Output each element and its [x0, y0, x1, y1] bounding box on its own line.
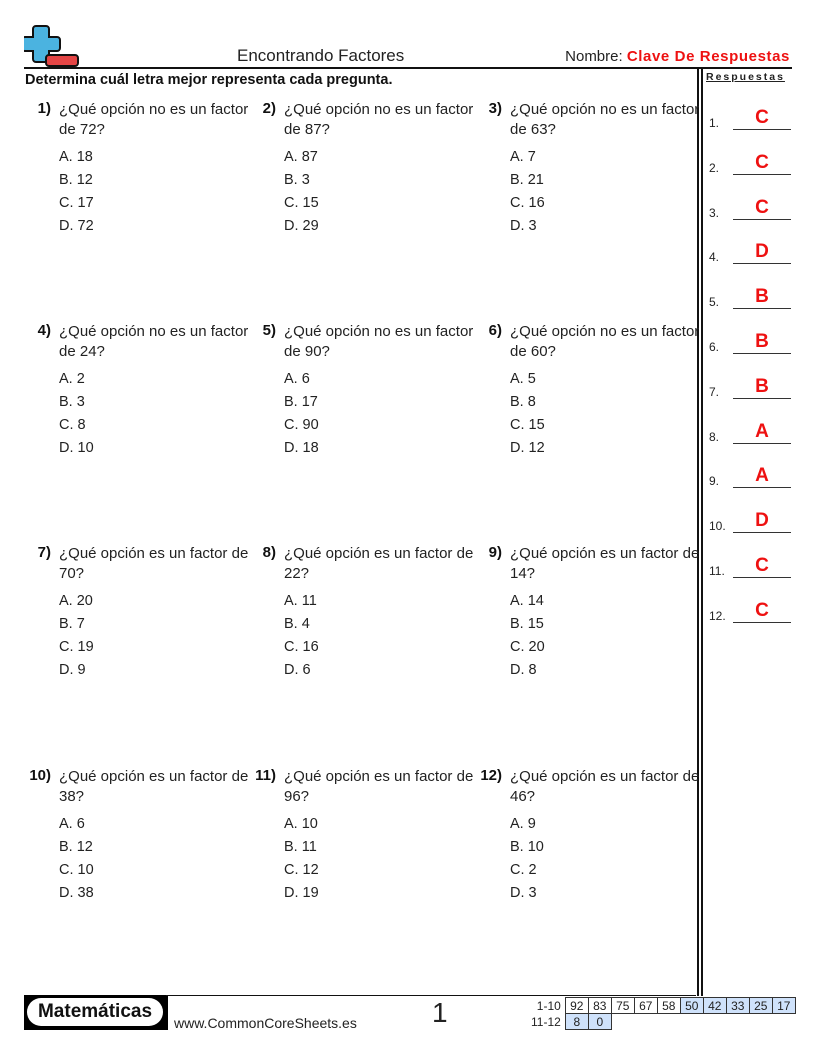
answer-number: 3. [709, 205, 720, 220]
answer-blank [733, 577, 791, 578]
brand-label: Matemáticas [27, 998, 163, 1026]
score-cell: 25 [749, 998, 772, 1014]
choice-list [510, 813, 544, 905]
score-cell: 92 [565, 998, 588, 1014]
choice-option: C. 8 [59, 417, 86, 433]
choice-option: C. 17 [59, 195, 94, 211]
choice-option: B. 10 [510, 839, 544, 855]
answer-blank [733, 219, 791, 220]
question-text: ¿Qué opción no es un factor de 24? [59, 323, 249, 360]
answer-blank [733, 263, 791, 264]
choice-list [284, 590, 319, 682]
instructions: Determina cuál letra mejor representa cada pregunta. [25, 72, 393, 88]
header-divider [24, 67, 792, 69]
choice-list [510, 590, 545, 682]
answer-number: 2. [709, 160, 720, 175]
question-number: 5) [262, 322, 276, 339]
choice-option: D. 19 [284, 885, 319, 901]
question-text: ¿Qué opción no es un factor de 72? [59, 101, 249, 138]
choice-option: A. 20 [59, 593, 93, 609]
answer-blank [733, 487, 791, 488]
answer-value: A [755, 420, 769, 442]
answer-number: 4. [709, 250, 720, 265]
choice-option: C. 16 [284, 639, 319, 655]
score-cell: 8 [565, 1014, 588, 1030]
choice-option: A. 7 [510, 149, 536, 165]
choice-option: A. 6 [59, 816, 85, 832]
question-number: 9) [488, 544, 502, 561]
answer-row [709, 324, 793, 354]
answer-blank [733, 622, 791, 623]
question-text: ¿Qué opción es un factor de 22? [284, 545, 474, 582]
answer-row [709, 414, 793, 444]
answer-row [709, 100, 793, 130]
question-number: 6) [488, 322, 502, 339]
choice-option: D. 3 [510, 885, 537, 901]
score-cell: 75 [611, 998, 634, 1014]
choice-option: A. 10 [284, 816, 318, 832]
question-text: ¿Qué opción es un factor de 38? [59, 768, 249, 805]
plus-minus-logo-icon [24, 24, 80, 68]
question-number: 8) [262, 544, 276, 561]
choice-option: C. 15 [284, 195, 319, 211]
answer-value: C [755, 555, 769, 576]
choice-list [284, 813, 319, 905]
question-number: 4) [37, 322, 51, 339]
answer-row [709, 548, 793, 578]
question-number: 10) [29, 767, 51, 784]
brand-badge [24, 995, 168, 1030]
choice-option: D. 9 [59, 662, 86, 678]
score-cell: 58 [657, 998, 680, 1014]
choice-list [59, 590, 94, 682]
answer-number: 5. [709, 295, 720, 310]
answer-blank [733, 398, 791, 399]
answer-value: C [755, 196, 769, 218]
answer-row [709, 593, 793, 623]
choice-option: B. 17 [284, 394, 318, 410]
site-url: www.CommonCoreSheets.es [174, 1015, 357, 1031]
choice-option: D. 12 [510, 440, 545, 456]
answer-number: 8. [709, 429, 720, 444]
worksheet-title: Encontrando Factores [237, 46, 405, 65]
choice-option: A. 2 [59, 371, 85, 387]
choice-option: C. 2 [510, 862, 537, 878]
answers-heading: Respuestas [706, 71, 785, 83]
choice-list [284, 146, 319, 238]
choice-option: D. 3 [510, 218, 537, 234]
answer-value: C [755, 599, 769, 621]
choice-option: B. 12 [59, 839, 93, 855]
choice-list [59, 813, 94, 905]
question-text: ¿Qué opción no es un factor de 90? [284, 323, 474, 360]
question-number: 7) [37, 544, 51, 561]
choice-option: B. 7 [59, 616, 85, 632]
answer-blank [733, 443, 791, 444]
score-cell: 83 [588, 998, 611, 1014]
answer-column-divider [701, 69, 703, 996]
answer-blank [733, 353, 791, 354]
score-table [528, 997, 796, 1030]
choice-option: B. 11 [284, 839, 317, 855]
choice-option: C. 12 [284, 862, 319, 878]
question-number: 3) [488, 100, 502, 117]
answer-number: 12. [709, 608, 726, 623]
question-number: 11) [255, 767, 276, 784]
answer-number: 7. [709, 384, 720, 399]
answer-blank [733, 174, 791, 175]
question-number: 2) [262, 100, 276, 117]
answer-column-divider [697, 69, 699, 996]
answer-value: B [755, 331, 769, 352]
answer-number: 1. [709, 116, 720, 130]
question-number: 1) [37, 100, 51, 117]
choice-list [59, 368, 94, 460]
answer-row [709, 190, 793, 220]
choice-option: D. 29 [284, 218, 319, 234]
choice-option: D. 38 [59, 885, 94, 901]
question-text: ¿Qué opción es un factor de 70? [59, 545, 249, 582]
answer-row [709, 369, 793, 399]
score-cell: 0 [588, 1014, 611, 1030]
choice-option: A. 87 [284, 149, 318, 165]
choice-option: B. 3 [59, 394, 85, 410]
choice-option: C. 19 [59, 639, 94, 655]
answer-value: D [755, 510, 769, 532]
question-text: ¿Qué opción es un factor de 96? [284, 768, 474, 805]
answer-value: B [755, 286, 769, 308]
choice-option: D. 6 [284, 662, 311, 678]
score-cell: 67 [634, 998, 657, 1014]
choice-option: A. 11 [284, 593, 317, 609]
answer-row [709, 458, 793, 488]
choice-list [284, 368, 319, 460]
name-field [565, 48, 790, 65]
question-text: ¿Qué opción no es un factor de 87? [284, 101, 474, 138]
choice-option: A. 18 [59, 149, 93, 165]
choice-list [510, 368, 545, 460]
name-label: Nombre: [565, 48, 623, 65]
choice-option: A. 5 [510, 371, 536, 387]
score-cell: 42 [703, 998, 726, 1014]
choice-option: B. 8 [510, 394, 536, 410]
choice-option: A. 14 [510, 593, 544, 609]
answer-value: A [755, 465, 769, 487]
choice-option: C. 16 [510, 195, 545, 211]
choice-list [510, 146, 545, 238]
choice-option: D. 8 [510, 662, 537, 678]
answer-value: C [755, 107, 769, 128]
choice-option: A. 6 [284, 371, 310, 387]
score-row [528, 1014, 795, 1030]
answer-value: B [755, 375, 769, 397]
choice-option: C. 15 [510, 417, 545, 433]
choice-option: D. 72 [59, 218, 94, 234]
score-range-label: 1-10 [536, 998, 561, 1013]
choice-option: C. 90 [284, 417, 319, 433]
name-value: Clave De Respuestas [626, 48, 790, 65]
answer-blank [733, 129, 791, 130]
answer-number: 10. [709, 519, 726, 534]
choice-option: D. 10 [59, 440, 94, 456]
choice-list [59, 146, 94, 238]
choice-option: D. 18 [284, 440, 319, 456]
question-text: ¿Qué opción no es un factor de 60? [510, 323, 700, 360]
footer-divider [166, 995, 696, 996]
question-text: ¿Qué opción es un factor de 14? [510, 545, 700, 582]
answer-value: C [755, 151, 769, 173]
choice-option: B. 12 [59, 172, 93, 188]
answer-row [709, 279, 793, 309]
answer-blank [733, 532, 791, 533]
answer-value: D [755, 241, 769, 263]
question-number: 12) [480, 767, 502, 784]
score-row [528, 998, 795, 1014]
choice-option: B. 3 [284, 172, 310, 188]
question-text: ¿Qué opción es un factor de 46? [510, 768, 700, 805]
score-cell: 17 [772, 998, 795, 1014]
answer-number: 11. [709, 564, 725, 578]
answer-row [709, 503, 793, 533]
answer-number: 9. [709, 474, 720, 489]
score-range-label: 11-12 [531, 1014, 561, 1029]
question-text: ¿Qué opción no es un factor de 63? [510, 101, 700, 138]
score-cell: 50 [680, 998, 703, 1014]
answer-number: 6. [709, 340, 720, 354]
choice-option: A. 9 [510, 816, 536, 832]
choice-option: C. 20 [510, 639, 545, 655]
score-cell: 33 [726, 998, 749, 1014]
page-number: 1 [432, 997, 448, 1028]
choice-option: B. 4 [284, 616, 310, 632]
choice-option: C. 10 [59, 862, 94, 878]
choice-option: B. 15 [510, 616, 544, 632]
answer-row [709, 234, 793, 264]
choice-option: B. 21 [510, 172, 544, 188]
answer-blank [733, 308, 791, 309]
answer-row [709, 145, 793, 175]
